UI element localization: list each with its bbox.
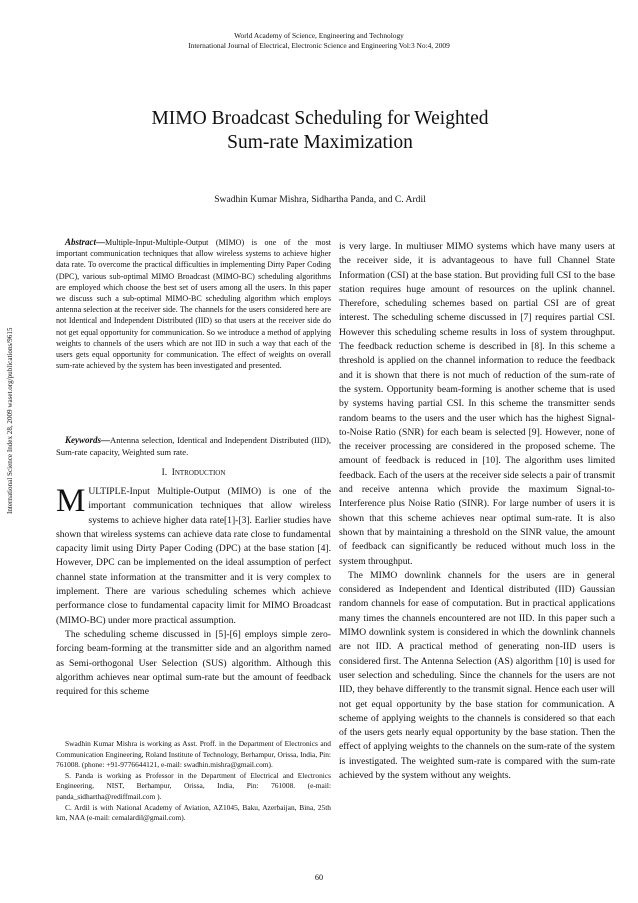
sidebar-citation: International Science Index 28, 2009 waset.org/publications/9615: [6, 327, 14, 514]
intro-first-word: ULTIPLE: [88, 486, 127, 497]
intro-paragraph-1-text: -Input Multiple-Output (MIMO) is one of the important communication techniques that allow wireless systems to achieve higher data rate[1]-[3]. Earlier studies have shown that wireless systems can achieve data rate close to fundamental capacity limit using Dirty Paper Coding (DPC) at the base station [4]. However, DPC can be implemented on the ideal assumption of perfect channel state information at the transmitter and it is very complex to implement. There are various scheduling schemes which achieve performance close to fundamental capacity limit for MIMO Broadcast (MIMO-BC) under more practical assumption.: [56, 486, 331, 626]
intro-paragraph-1: [56, 485, 331, 628]
section-title: Introduction: [171, 468, 226, 478]
header-line-1: World Academy of Science, Engineering and Technology: [234, 31, 404, 40]
abstract: [56, 237, 331, 371]
introduction-body: [56, 485, 331, 699]
journal-header: [0, 31, 638, 51]
keywords-text: Antenna selection, Identical and Independent Distributed (IID), Sum-rate capacity, Weighted sum rate.: [56, 435, 331, 457]
title-line-2: Sum-rate Maximization: [227, 132, 413, 153]
section-heading-introduction: [56, 468, 331, 478]
drop-cap: M: [56, 483, 86, 519]
right-column-body: [339, 240, 615, 783]
intro-paragraph-2: The scheduling scheme discussed in [5]-[6] employs simple zero-forcing beam-forming at the transmitter side and an algorithm named as Semi-orthogonal User Selection (SUS) algorithm. Although this algorithm achieves near optimal sum-rate but the amount of feedback required for this scheme: [56, 628, 331, 698]
footnotes: [56, 739, 331, 824]
abstract-text: Multiple-Input-Multiple-Output (MIMO) is one of the most important communication techniques that allow wireless systems to achieve higher data rate. To overcome the practical difficulties in implementing Dirty Paper Coding (DPC), various sub-optimal MIMO Broadcast (MIMO-BC) scheduling algorithms are employed which choose the best set of users among all the users. In this paper we discuss such a sub-optimal MIMO-BC scheduling algorithm which employs antenna selection at the receiver side. The channels for the users considered here are not Identical and Independent Distributed (IID) so that users at the receiver side do not get equal opportunity for communication. So we introduce a method of applying weights to channels of the users which are not IID in such a way that each of the users gets equal opportunity for communication. The effect of weights on overall sum-rate achieved by the system has been investigated and presented.: [56, 238, 331, 371]
page-number: 60: [314, 873, 324, 882]
keywords-label: Keywords—: [65, 435, 110, 445]
keywords: [56, 434, 331, 458]
right-paragraph-1: is very large. In multiuser MIMO systems which have many users at the receiver side, it is advantageous to have full Channel State Information (CSI) at the base station. But providing full CSI to the base station requires huge amount of resources on the uplink channel. Therefore, scheduling schemes based on partial CSI are of great interest. The scheduling scheme discussed in [7] requires partial CSI. However this scheduling scheme results in loss of system throughput. The feedback reduction scheme is described in [8]. In this scheme a threshold is applied on the channel information to reduce the feedback and it is shown that there is not much of reduction of the sum-rate of the system. Opportunity beam-forming is another scheme that is used by systems having partial CSI. In this scheme the transmitter sends random beams to the users and the user which has the highest Signal-to-Noise Ratio (SNR) for each beam is selected [9]. However, none of the receiver processing are considered in the proposed scheme. The amount of feedback is reduced in [10]. The algorithm uses limited feedback. Each of the users at the receiver side selects a pair of transmit and receive antenna which provide the maximum Signal-to-Interference plus Noise Ratio (SINR). For large number of users it is shown that this scheme achieves near optimal sum-rate. It is also shown that by maintaining a threshold on the SINR value, the amount of feedback can significantly be reduced without much loss in the system throughput.: [339, 241, 615, 567]
section-number: I.: [161, 468, 168, 478]
header-line-2: International Journal of Electrical, Electronic Science and Engineering Vol:3 No:4, 2009: [188, 41, 450, 50]
footnote-1: Swadhin Kumar Mishra is working as Asst. Proff. in the Department of Electronics and Communication Engineering, Roland Institute of Technology, Berhampur, Orissa, India, Pin: 761008. (phone: +91-9776644121, e-mail: swadhin.mishra@gmail.com).: [56, 739, 331, 770]
footnote-2: S. Panda is working as Professor in the Department of Electrical and Electronics Engineering, NIST, Berhampur, Orissa, India, Pin: 761008. (e-mail: panda_sidhartha@rediffmail.com ).: [56, 770, 331, 801]
footnote-3: C. Ardil is with National Academy of Aviation, AZ1045, Baku, Azerbaijan, Bina, 25th km, NAA (e-mail: cemalardil@gmail.com).: [56, 802, 331, 823]
paper-title: [60, 107, 580, 155]
author-list: Swadhin Kumar Mishra, Sidhartha Panda, and C. Ardil: [214, 194, 426, 205]
right-paragraph-2: The MIMO downlink channels for the users are in general considered as Independent and Identical distributed (IID) Gaussian random channels for ease of computation. But in practical applications many times the channels encountered are not IID. In this paper such a MIMO downlink system is considered in which the downlink channels are not IID. A practical method of generating non-IID users is considered first. The Antenna Selection (AS) algorithm [10] is used for user selection and scheduling. Since the channels for the users are not IID, they behave differently to the transmit signal. Hence each user will not get equal opportunity by the base station for communication. A scheme of applying weights to the channels is considered so that each of the users gets nearly equal opportunity by the base station. Then the effect of applying weights to the channels on the sum-rate of the system is investigated. The weighted sum-rate is compared with the sum-rate achieved by the system without any weights.: [339, 569, 615, 781]
title-line-1: MIMO Broadcast Scheduling for Weighted: [151, 108, 489, 129]
abstract-label: Abstract—: [65, 237, 106, 247]
